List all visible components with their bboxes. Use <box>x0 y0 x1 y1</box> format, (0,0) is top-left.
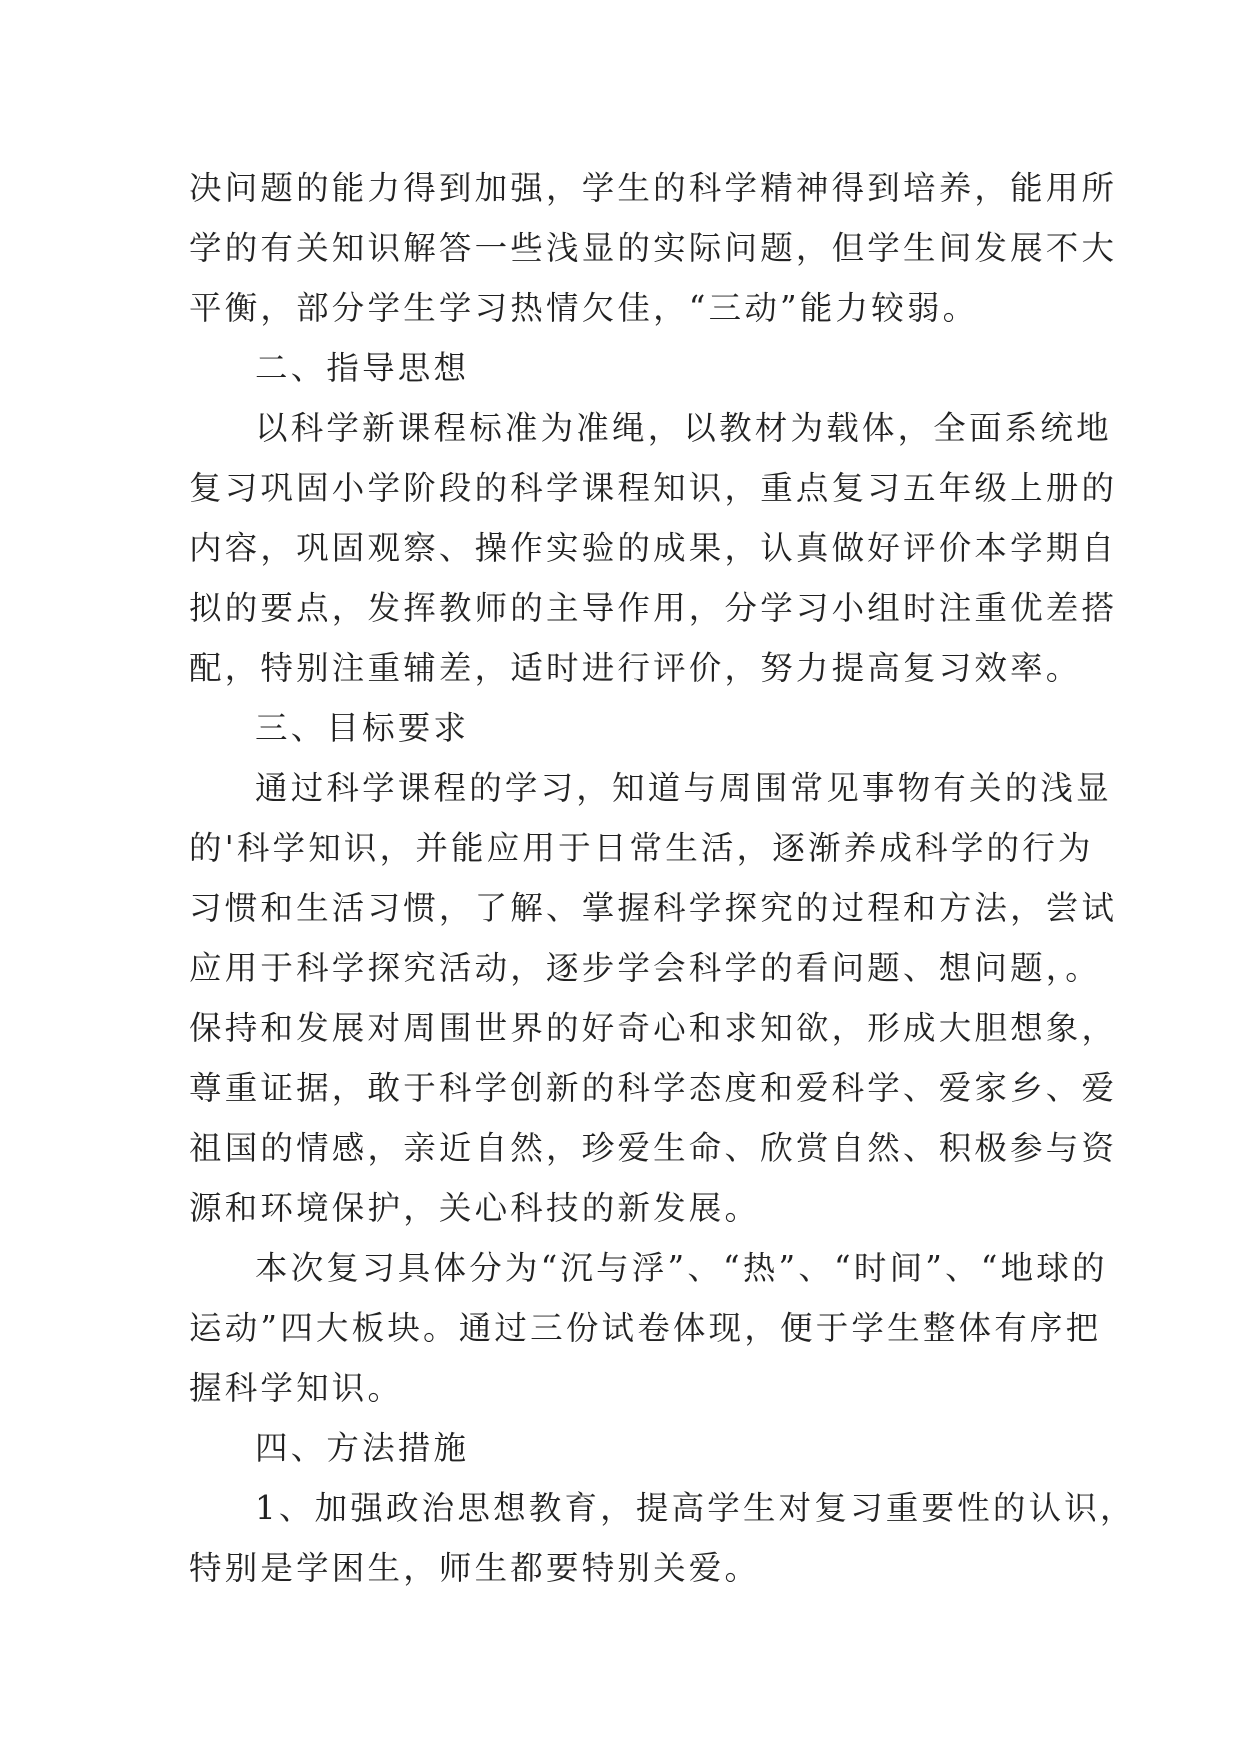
text-line: 拟的要点，发挥教师的主导作用，分学习小组时注重优差搭 <box>189 589 1118 627</box>
paragraph-first-line: 以科学新课程标准为准绳，以教材为载体，全面系统地 <box>255 409 1112 447</box>
text-line: 复习巩固小学阶段的科学课程知识，重点复习五年级上册的 <box>189 469 1118 507</box>
text-line: 配，特别注重辅差，适时进行评价，努力提高复习效率。 <box>189 649 1082 687</box>
section-heading: 四、方法措施 <box>255 1429 470 1467</box>
paragraph-first-line: 1、加强政治思想教育，提高学生对复习重要性的认识， <box>255 1489 1136 1527</box>
text-line: 平衡，部分学生学习热情欠佳，“三动”能力较弱。 <box>189 289 979 327</box>
text-line: 保持和发展对周围世界的好奇心和求知欲，形成大胆想象， <box>189 1009 1118 1047</box>
paragraph-first-line: 本次复习具体分为“沉与浮”、“热”、“时间”、“地球的 <box>255 1249 1108 1287</box>
paragraph-first-line: 通过科学课程的学习，知道与周围常见事物有关的浅显 <box>255 769 1112 807</box>
text-line: 应用于科学探究活动，逐步学会科学的看问题、想问题，。 <box>189 949 1101 987</box>
text-line: 特别是学困生，师生都要特别关爱。 <box>189 1549 761 1587</box>
document-body <box>189 158 1136 1598</box>
text-line: 决问题的能力得到加强，学生的科学精神得到培养，能用所 <box>189 169 1118 207</box>
text-line: 习惯和生活习惯，了解、掌握科学探究的过程和方法，尝试 <box>189 889 1118 927</box>
text-line: 学的有关知识解答一些浅显的实际问题，但学生间发展不大 <box>189 229 1118 267</box>
text-line: 祖国的情感，亲近自然，珍爱生命、欣赏自然、积极参与资 <box>189 1129 1118 1167</box>
text-line: 运动”四大板块。通过三份试卷体现，便于学生整体有序把 <box>189 1309 1102 1347</box>
text-line: 的'科学知识，并能应用于日常生活，逐渐养成科学的行为 <box>189 829 1094 867</box>
text-line: 内容，巩固观察、操作实验的成果，认真做好评价本学期自 <box>189 529 1118 567</box>
section-heading: 三、目标要求 <box>255 709 470 747</box>
section-heading: 二、指导思想 <box>255 349 470 387</box>
text-line: 握科学知识。 <box>189 1369 404 1407</box>
text-line: 尊重证据，敢于科学创新的科学态度和爱科学、爱家乡、爱 <box>189 1069 1118 1107</box>
text-line: 源和环境保护，关心科技的新发展。 <box>189 1189 761 1227</box>
